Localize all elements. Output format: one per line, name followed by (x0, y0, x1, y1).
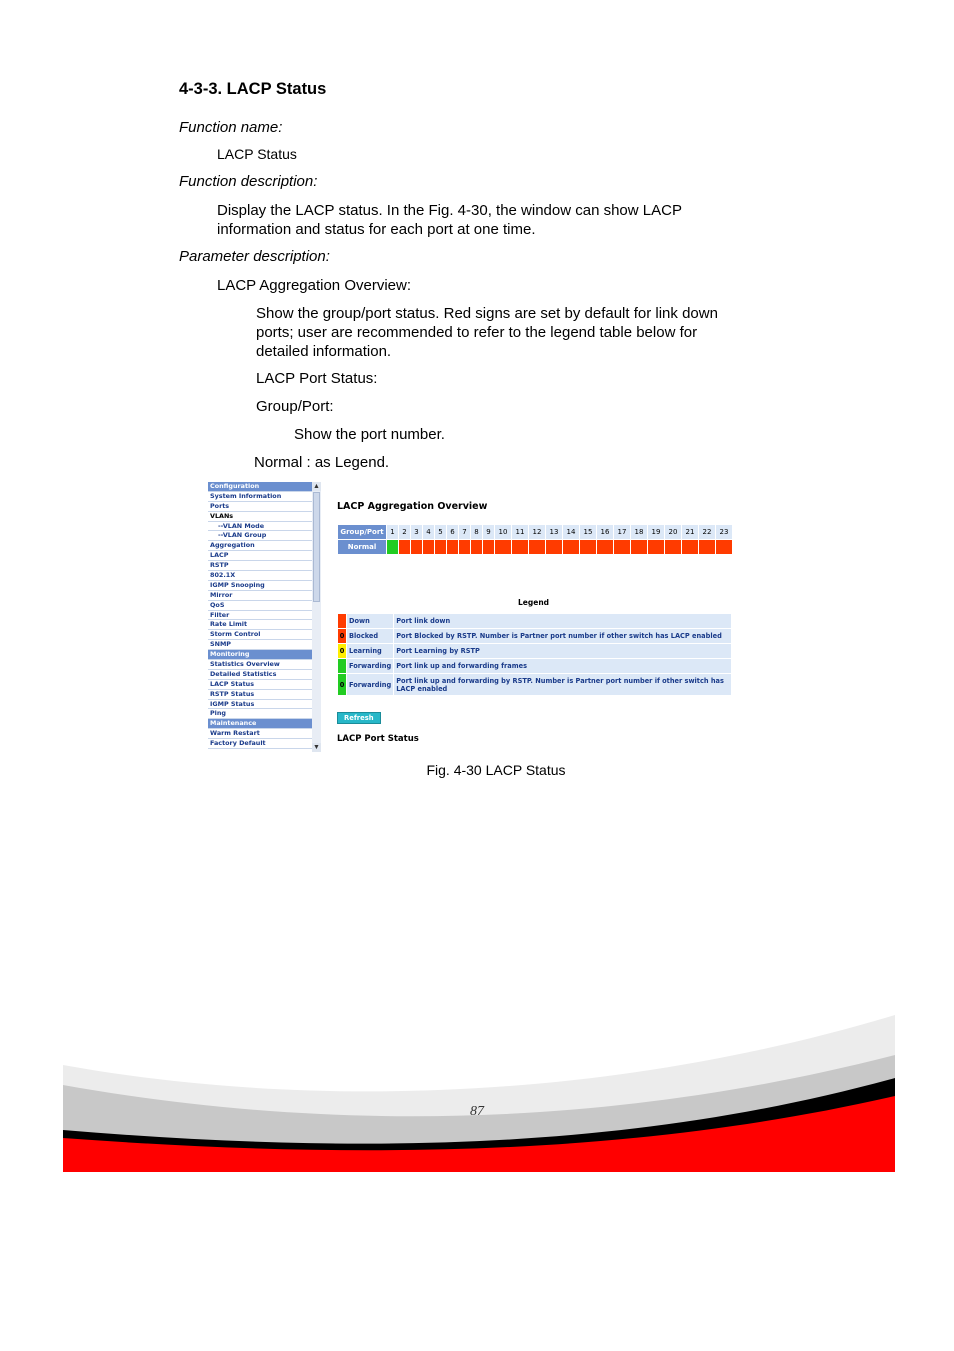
legend-swatch (338, 614, 346, 628)
port-status-cell (529, 540, 545, 554)
port-status-cell (447, 540, 458, 554)
overview-desc-line: detailed information. (256, 343, 392, 360)
port-number: 4 (423, 525, 434, 539)
function-desc-label: Function description: (179, 173, 318, 190)
port-status-cell (435, 540, 446, 554)
nav-item[interactable]: Ping (208, 709, 312, 719)
nav-item[interactable]: --VLAN Mode (208, 522, 312, 532)
row-label: Normal (338, 540, 386, 554)
port-number: 2 (399, 525, 410, 539)
nav-item[interactable]: Ports (208, 502, 312, 512)
port-status-cell (682, 540, 698, 554)
overview-desc-line: ports; user are recommended to refer to the legend table below for (256, 324, 698, 341)
port-status-cell (459, 540, 470, 554)
function-name-label: Function name: (179, 119, 283, 136)
normal-desc: Normal : as Legend. (254, 454, 390, 471)
nav-item[interactable]: Storm Control (208, 630, 312, 640)
port-number: 9 (483, 525, 494, 539)
legend-name: Forwarding (347, 659, 393, 673)
param-desc-label: Parameter description: (179, 248, 330, 265)
legend-name: Forwarding (347, 674, 393, 695)
legend-desc: Port link up and forwarding by RSTP. Number is Partner port number if other switch has LACP enabled (394, 674, 731, 695)
nav-item[interactable]: Rate Limit (208, 620, 312, 630)
port-number: 10 (495, 525, 511, 539)
legend-swatch: 0 (338, 674, 346, 695)
port-number: 8 (471, 525, 482, 539)
legend-swatch: 0 (338, 629, 346, 643)
port-number: 3 (411, 525, 422, 539)
nav-item[interactable]: System Information (208, 492, 312, 502)
legend-name: Down (347, 614, 393, 628)
legend-swatch (338, 659, 346, 673)
port-number: 7 (459, 525, 470, 539)
legend-row (338, 629, 731, 643)
group-port-label: Group/Port: (256, 398, 334, 415)
footer-swoosh (63, 1010, 895, 1172)
overview-desc (256, 304, 718, 361)
page-number: 87 (470, 1104, 484, 1119)
port-status-cell (471, 540, 482, 554)
nav-item[interactable]: 802.1X (208, 571, 312, 581)
port-number: 1 (387, 525, 398, 539)
group-port-desc: Show the port number. (294, 426, 445, 443)
function-desc-line: information and status for each port at one time. (217, 221, 536, 238)
aggregation-grid (337, 524, 733, 555)
nav-item[interactable]: LACP Status (208, 680, 312, 690)
port-status-cell (563, 540, 579, 554)
port-number: 5 (435, 525, 446, 539)
port-number: 17 (614, 525, 630, 539)
legend-swatch: 0 (338, 644, 346, 658)
port-status-title: LACP Port Status (337, 734, 419, 744)
legend-row (338, 659, 731, 673)
port-status-cell (716, 540, 732, 554)
refresh-button[interactable]: Refresh (337, 712, 381, 724)
overview-title: LACP Aggregation Overview (337, 501, 488, 512)
port-status-cell (411, 540, 422, 554)
port-status-cell (631, 540, 647, 554)
port-number: 15 (580, 525, 596, 539)
port-number: 16 (597, 525, 613, 539)
legend-name: Learning (347, 644, 393, 658)
nav-item[interactable]: Factory Default (208, 739, 312, 749)
legend-desc: Port Learning by RSTP (394, 644, 731, 658)
legend-title: Legend (518, 598, 550, 607)
nav-item[interactable]: Configuration (208, 482, 312, 492)
port-number: 14 (563, 525, 579, 539)
nav-item[interactable]: VLANs (208, 512, 312, 522)
grid-header: Group/Port (338, 525, 386, 539)
port-status-cell (387, 540, 398, 554)
nav-item[interactable]: Statistics Overview (208, 660, 312, 670)
nav-item[interactable]: RSTP Status (208, 690, 312, 700)
scroll-thumb[interactable] (313, 492, 320, 602)
nav-item[interactable]: Filter (208, 611, 312, 621)
port-number: 19 (648, 525, 664, 539)
legend-row (338, 674, 731, 695)
overview-label: LACP Aggregation Overview: (217, 277, 411, 294)
nav-item[interactable]: LACP (208, 551, 312, 561)
function-name: LACP Status (217, 146, 297, 162)
port-status-cell (580, 540, 596, 554)
legend-desc: Port link up and forwarding frames (394, 659, 731, 673)
legend-table (337, 613, 732, 696)
main-panel (337, 482, 748, 752)
port-status-cell (483, 540, 494, 554)
port-status-cell (512, 540, 528, 554)
port-number: 22 (699, 525, 715, 539)
nav-item[interactable]: Maintenance (208, 719, 312, 729)
legend-row (338, 644, 731, 658)
port-number: 23 (716, 525, 732, 539)
nav-item[interactable]: Detailed Statistics (208, 670, 312, 680)
nav-menu (208, 482, 312, 752)
port-number: 21 (682, 525, 698, 539)
nav-item[interactable]: Mirror (208, 591, 312, 601)
figure-caption: Fig. 4-30 LACP Status (426, 762, 566, 778)
port-status-cell (399, 540, 410, 554)
port-number: 11 (512, 525, 528, 539)
port-number: 6 (447, 525, 458, 539)
scroll-down-icon[interactable]: ▼ (313, 744, 320, 751)
port-status-cell (614, 540, 630, 554)
lacp-status-figure (208, 482, 748, 752)
nav-item[interactable]: IGMP Snooping (208, 581, 312, 591)
overview-desc-line: Show the group/port status. Red signs are set by default for link down (256, 305, 718, 322)
nav-item[interactable]: --VLAN Group (208, 531, 312, 541)
port-number: 12 (529, 525, 545, 539)
function-desc-line: Display the LACP status. In the Fig. 4-30, the window can show LACP (217, 202, 682, 219)
port-status-cell (546, 540, 562, 554)
legend-name: Blocked (347, 629, 393, 643)
function-desc (217, 201, 682, 239)
nav-item[interactable]: QoS (208, 601, 312, 611)
port-status-cell (648, 540, 664, 554)
legend-desc: Port Blocked by RSTP. Number is Partner port number if other switch has LACP enabled (394, 629, 731, 643)
port-number: 20 (665, 525, 681, 539)
scroll-up-icon[interactable]: ▲ (313, 483, 320, 490)
legend-desc: Port link down (394, 614, 731, 628)
port-number: 13 (546, 525, 562, 539)
legend-row (338, 614, 731, 628)
nav-item[interactable]: Aggregation (208, 541, 312, 551)
port-status-cell (423, 540, 434, 554)
port-status-label: LACP Port Status: (256, 370, 378, 387)
port-status-cell (665, 540, 681, 554)
nav-item[interactable]: SNMP (208, 640, 312, 650)
section-heading: 4-3-3. LACP Status (179, 80, 327, 98)
nav-item[interactable]: Monitoring (208, 650, 312, 660)
port-status-cell (597, 540, 613, 554)
nav-item[interactable]: IGMP Status (208, 700, 312, 710)
port-status-cell (495, 540, 511, 554)
nav-scrollbar[interactable] (312, 482, 321, 752)
nav-item[interactable]: Warm Restart (208, 729, 312, 739)
port-status-cell (699, 540, 715, 554)
nav-item[interactable]: RSTP (208, 561, 312, 571)
port-number: 18 (631, 525, 647, 539)
